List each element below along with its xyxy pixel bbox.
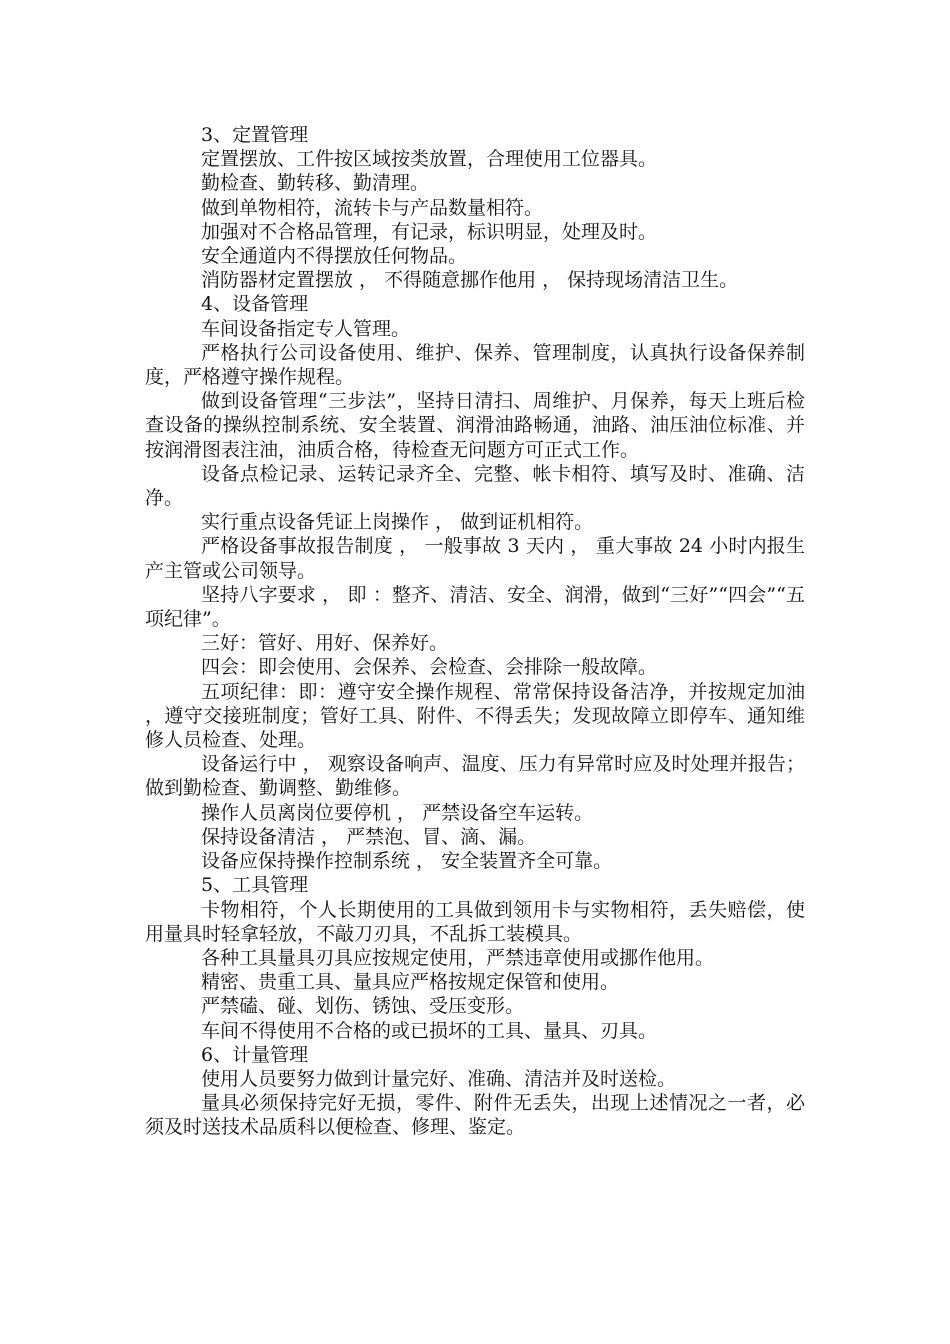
paragraph: 严格设备事故报告制度 ， 一般事故 3 天内 ， 重大事故 24 小时内报生产主管或公司领导。 (145, 535, 805, 582)
paragraph: 车间不得使用不合格的或已损坏的工具、量具、刃具。 (201, 1019, 658, 1042)
paragraph: 设备运行中 ， 观察设备响声、温度、压力有异常时应及时处理并报告；做到勤检查、勤调整、勤维修。 (145, 753, 805, 800)
paragraph: 坚持八字要求 ， 即 ：整齐、清洁、安全、润滑，做到“三好”“四会”“五项纪律”。 (145, 583, 805, 631)
heading-equipment-management: 4、设备管理 (201, 293, 309, 316)
paragraph: 保持设备清洁 ， 严禁泡、冒、滴、漏。 (201, 825, 537, 848)
paragraph: 各种工具量具刃具应按规定使用，严禁违章使用或挪作他用。 (201, 946, 715, 969)
heading-fixed-position-management: 3、定置管理 (201, 124, 309, 146)
paragraph: 安全通道内不得摆放任何物品。 (201, 245, 468, 268)
paragraph: 操作人员离岗位要停机 ， 严禁设备空车运转。 (201, 801, 594, 824)
paragraph: 加强对不合格品管理，有记录，标识明显，处理及时。 (201, 220, 658, 243)
paragraph: 设备点检记录、运转记录齐全、完整、帐卡相符、填写及时、准确、洁净。 (145, 462, 805, 510)
heading-metrology-management: 6、计量管理 (201, 1043, 309, 1066)
paragraph: 量具必须保持完好无损，零件、附件无丢失，出现上述情况之一者，必须及时送技术品质科以便检查、修理、鉴定。 (145, 1092, 805, 1139)
paragraph: 三好：管好、用好、保养好。 (201, 632, 449, 655)
document-body (145, 123, 805, 1140)
paragraph: 消防器材定置摆放 ， 不得随意挪作他用 ， 保持现场清洁卫生。 (201, 269, 739, 292)
paragraph: 卡物相符，个人长期使用的工具做到领用卡与实物相符，丢失赔偿，使用量具时轻拿轻放，不敲刀刃具，不乱拆工装模具。 (145, 898, 805, 945)
paragraph: 五项纪律：即：遵守安全操作规程、常常保持设备洁净，并按规定加油，遵守交接班制度；管好工具、附件、不得丢失；发现故障立即停车、通知维修人员检查、处理。 (145, 680, 805, 752)
paragraph: 四会：即会使用、会保养、会检查、会排除一般故障。 (201, 656, 658, 679)
paragraph: 车间设备指定专人管理。 (201, 317, 411, 340)
paragraph: 做到设备管理“三步法”，坚持日清扫、周维护、月保养，每天上班后检查设备的操纵控制系统、安全装置、润滑油路畅通，油路、油压油位标准、并按润滑图表注油，油质合格，待检查无问题方可正式工作。 (145, 390, 805, 461)
paragraph: 严禁磕、碰、划伤、锈蚀、受压变形。 (201, 995, 525, 1018)
paragraph: 严格执行公司设备使用、维护、保养、管理制度，认真执行设备保养制度，严格遵守操作规程。 (145, 341, 805, 389)
paragraph: 定置摆放、工件按区域按类放置，合理使用工位器具。 (201, 148, 658, 171)
paragraph: 精密、贵重工具、量具应严格按规定保管和使用。 (201, 971, 620, 994)
paragraph: 做到单物相符，流转卡与产品数量相符。 (201, 196, 544, 219)
paragraph: 设备应保持操作控制系统 ， 安全装置齐全可靠。 (201, 850, 613, 873)
paragraph: 使用人员要努力做到计量完好、准确、清洁并及时送检。 (201, 1067, 677, 1090)
paragraph: 实行重点设备凭证上岗操作 ， 做到证机相符。 (201, 511, 594, 534)
paragraph: 勤检查、勤转移、勤清理。 (201, 172, 430, 195)
heading-tool-management: 5、工具管理 (201, 874, 309, 897)
